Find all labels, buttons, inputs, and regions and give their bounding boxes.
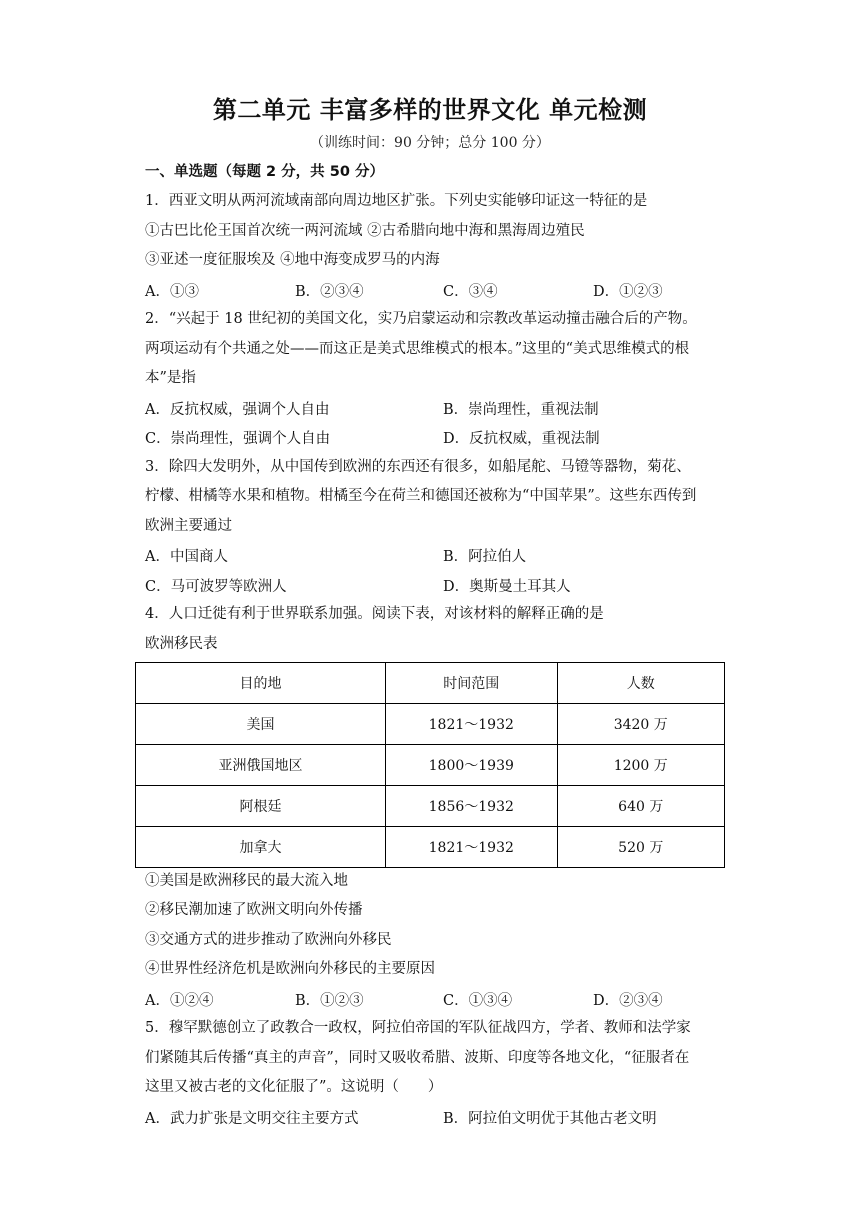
table-cell: 3420 万 (557, 704, 725, 745)
page-title: 第二单元 丰富多样的世界文化 单元检测 (212, 96, 648, 124)
table-cell: 1856～1932 (386, 786, 557, 827)
table-header-row (136, 663, 725, 704)
q2-stem-line-1: 2．“兴起于 18 世纪初的美国文化，实乃启蒙运动和宗教改革运动撞击融合后的产物。 (145, 311, 697, 327)
q2-stem-line-2: 两项运动有个共通之处——而这正是美式思维模式的根本。”这里的“美式思维模式的根 (145, 341, 690, 357)
table-cell: 520 万 (557, 827, 725, 868)
q2-option-b: B．崇尚理性，重视法制 (443, 402, 599, 418)
q1-option-b: B．②③④ (295, 284, 364, 300)
q3-option-a: A．中国商人 (145, 549, 228, 565)
section-heading: 一、单选题（每题 2 分，共 50 分） (145, 164, 384, 180)
table-row (136, 745, 725, 786)
q2-option-a: A．反抗权威，强调个人自由 (145, 402, 330, 418)
q1-statements-2: ③亚述一度征服埃及 ④地中海变成罗马的内海 (145, 252, 440, 268)
q2-option-c: C．崇尚理性，强调个人自由 (145, 431, 331, 447)
table-cell: 1821～1932 (386, 827, 557, 868)
table-cell: 加拿大 (136, 827, 386, 868)
q4-stem: 4．人口迁徙有利于世界联系加强。阅读下表，对该材料的解释正确的是 (145, 606, 604, 622)
q4-statement-3: ③交通方式的进步推动了欧洲向外移民 (145, 932, 392, 948)
q1-option-c: C．③④ (443, 284, 498, 300)
q1-statements-1: ①古巴比伦王国首次统一两河流域 ②古希腊向地中海和黑海周边殖民 (145, 223, 585, 239)
page-subtitle: （训练时间：90 分钟；总分 100 分） (310, 135, 550, 151)
q4-option-d: D．②③④ (593, 993, 663, 1009)
emigration-table (135, 662, 725, 868)
table-cell: 美国 (136, 704, 386, 745)
table-cell: 1200 万 (557, 745, 725, 786)
table-cell: 亚洲俄国地区 (136, 745, 386, 786)
q5-option-b: B．阿拉伯文明优于其他古老文明 (443, 1111, 657, 1127)
q3-stem-line-3: 欧洲主要通过 (145, 518, 232, 534)
table-header-cell: 时间范围 (386, 663, 557, 704)
q3-option-b: B．阿拉伯人 (443, 549, 527, 565)
q4-option-a: A．①②④ (145, 993, 214, 1009)
q3-option-c: C．马可波罗等欧洲人 (145, 579, 287, 595)
table-row (136, 704, 725, 745)
q3-stem-line-2: 柠檬、柑橘等水果和植物。柑橘至今在荷兰和德国还被称为“中国苹果”。这些东西传到 (145, 488, 697, 504)
q4-statement-4: ④世界性经济危机是欧洲向外移民的主要原因 (145, 961, 435, 977)
q5-option-a: A．武力扩张是文明交往主要方式 (145, 1111, 359, 1127)
table-cell: 640 万 (557, 786, 725, 827)
q3-option-d: D．奥斯曼土耳其人 (443, 579, 571, 595)
q5-stem-line-2: 们紧随其后传播“真主的声音”，同时又吸收希腊、波斯、印度等各地文化，“征服者在 (145, 1050, 690, 1066)
table-row (136, 827, 725, 868)
q2-option-d: D．反抗权威，重视法制 (443, 431, 600, 447)
q5-stem-line-3: 这里又被古老的文化征服了”。这说明（ ） (145, 1079, 443, 1095)
table-cell: 阿根廷 (136, 786, 386, 827)
q4-table-caption: 欧洲移民表 (145, 636, 218, 652)
table-cell: 1821～1932 (386, 704, 557, 745)
q4-statement-2: ②移民潮加速了欧洲文明向外传播 (145, 902, 363, 918)
q1-option-a: A．①③ (145, 284, 199, 300)
table-header-cell: 目的地 (136, 663, 386, 704)
q4-option-c: C．①③④ (443, 993, 513, 1009)
table-header-cell: 人数 (557, 663, 725, 704)
table-row (136, 786, 725, 827)
q2-stem-line-3: 本”是指 (145, 370, 196, 386)
q4-option-b: B．①②③ (295, 993, 364, 1009)
q5-stem-line-1: 5．穆罕默德创立了政教合一政权，阿拉伯帝国的军队征战四方，学者、教师和法学家 (145, 1020, 691, 1036)
q1-option-d: D．①②③ (593, 284, 663, 300)
q4-statement-1: ①美国是欧洲移民的最大流入地 (145, 873, 348, 889)
table-cell: 1800～1939 (386, 745, 557, 786)
q3-stem-line-1: 3．除四大发明外，从中国传到欧洲的东西还有很多，如船尾舵、马镫等器物，菊花、 (145, 459, 691, 475)
q1-stem: 1．西亚文明从两河流域南部向周边地区扩张。下列史实能够印证这一特征的是 (145, 193, 648, 209)
